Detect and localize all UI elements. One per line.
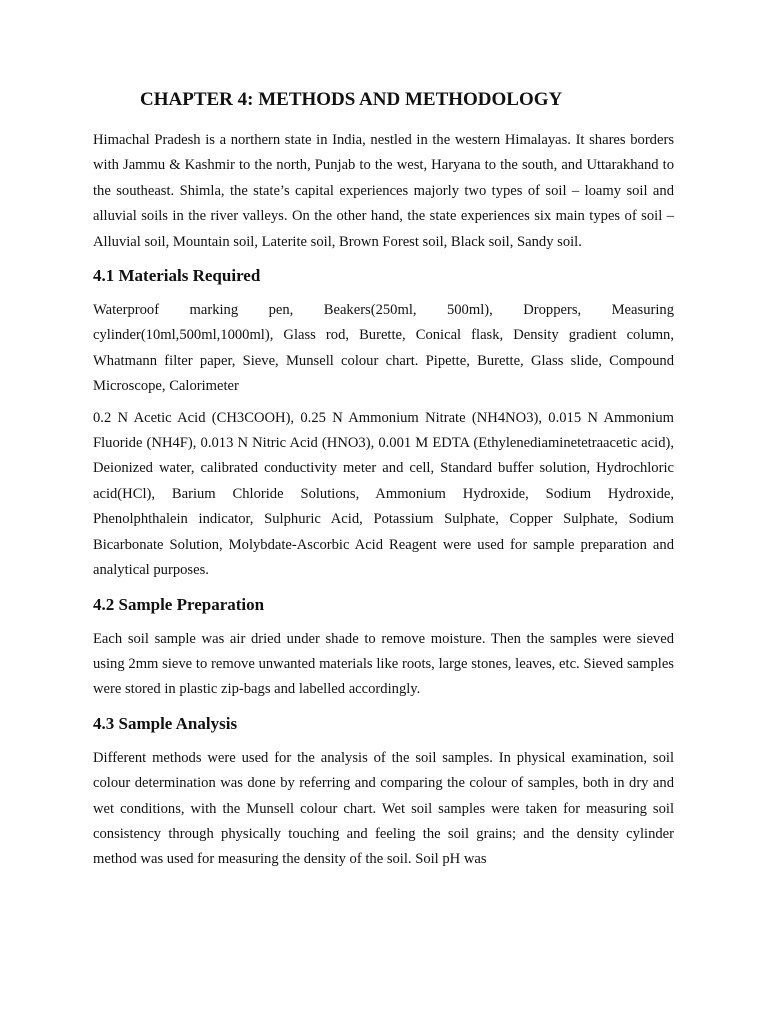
section-heading-materials: 4.1 Materials Required — [93, 266, 261, 286]
materials-paragraph: Waterproof marking pen, Beakers(250ml, 500ml), Droppers, Measuring cylinder(10ml,500ml,1000ml), Glass rod, Burette, Conical flask, Density gradient column, Whatmann filter paper, Sieve, Munsell colour chart. Pipette, Burette, Glass slide, Compound Microscope, Calorimeter — [93, 302, 674, 395]
section-heading-sample-preparation: 4.2 Sample Preparation — [93, 594, 265, 614]
sample-preparation-paragraph: Each soil sample was air dried under shade to remove moisture. Then the samples were sieved using 2mm sieve to remove unwanted materials like roots, large stones, leaves, etc. Sieved samples were stored in plastic zip-bags and labelled accordingly. — [93, 630, 674, 698]
sample-analysis-paragraph: Different methods were used for the analysis of the soil samples. In physical examination, soil colour determination was done by referring and comparing the colour of samples, both in dry and wet conditions, with the Munsell colour chart. Wet soil samples were taken for measuring soil consistency through physically touching and feeling the soil grains; and the density cylinder method was used for measuring the density of the soil. Soil pH was — [93, 749, 674, 868]
chapter-title: CHAPTER 4: METHODS AND METHODOLOGY — [140, 89, 563, 110]
document-page — [93, 88, 674, 881]
intro-paragraph: Himachal Pradesh is a northern state in India, nestled in the western Himalayas. It shares borders with Jammu & Kashmir to the north, Punjab to the west, Haryana to the south, and Uttarakhand to the southeast. Shimla, the state’s capital experiences majorly two types of soil – loamy soil and alluvial soils in the river valleys. On the other hand, the state experiences six main types of soil – Alluvial soil, Mountain soil, Laterite soil, Brown Forest soil, Black soil, Sandy soil. — [93, 132, 674, 250]
chemicals-paragraph: 0.2 N Acetic Acid (CH3COOH), 0.25 N Ammonium Nitrate (NH4NO3), 0.015 N Ammonium Fluoride (NH4F), 0.013 N Nitric Acid (HNO3), 0.001 M EDTA (Ethylenediaminetetraacetic acid), Deionized water, calibrated conductivity meter and cell, Standard buffer solution, Hydrochloric acid(HCl), Barium Chloride Solutions, Ammonium Hydroxide, Sodium Hydroxide, Phenolphthalein indicator, Sulphuric Acid, Potassium Sulphate, Copper Sulphate, Sodium Bicarbonate Solution, Molybdate-Ascorbic Acid Reagent were used for sample preparation and analytical purposes. — [93, 409, 674, 579]
section-heading-sample-analysis: 4.3 Sample Analysis — [93, 713, 238, 733]
